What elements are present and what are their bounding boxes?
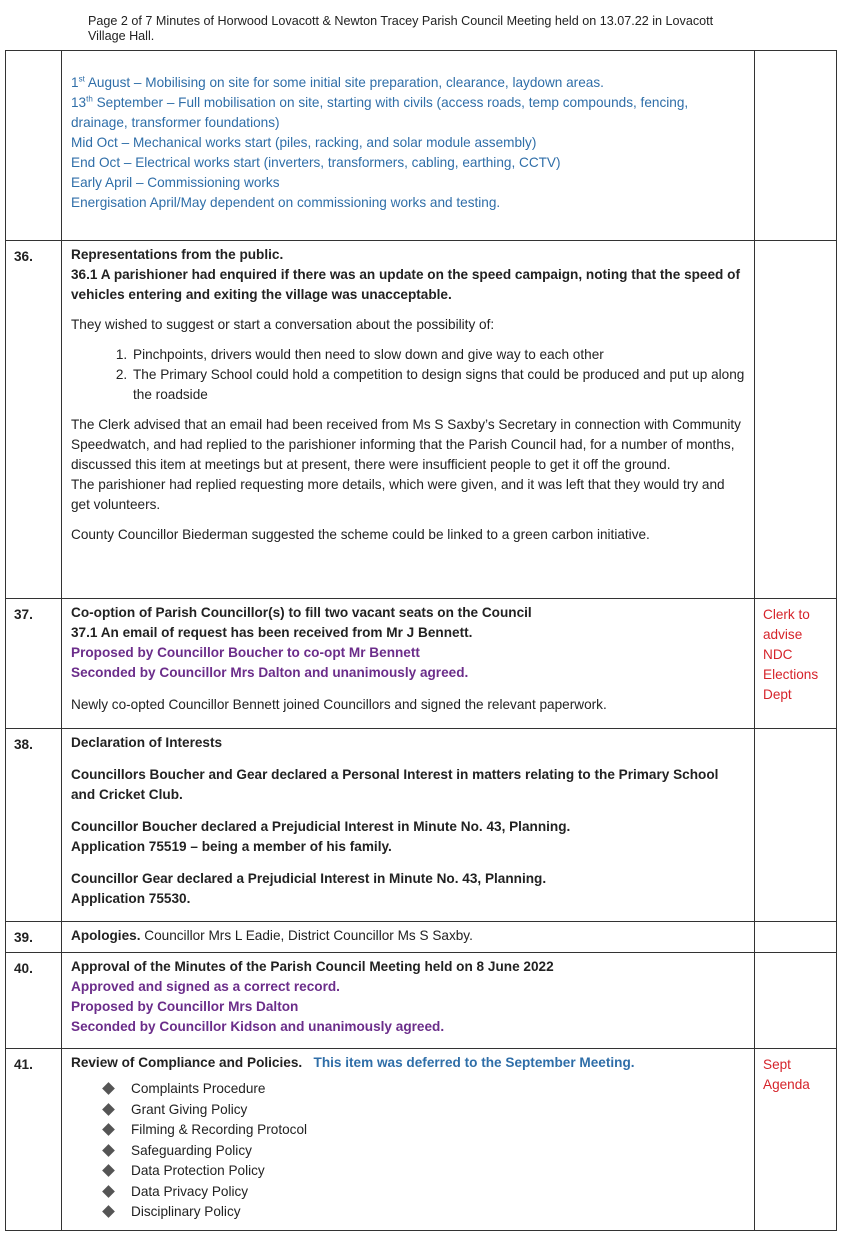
paragraph: Application 75519 – being a member of his family. [71,839,392,854]
item-title: Representations from the public. [71,247,284,262]
action-note: Sept Agenda [755,1049,837,1231]
table-row-continuation [6,51,837,241]
suggestion-list [71,345,746,405]
list-item: Disciplinary Policy [101,1202,746,1223]
item-number: 36. [6,241,62,599]
item-number: 41. [6,1049,62,1231]
item-title: Approval of the Minutes of the Parish Council Meeting held on 8 June 2022 [71,959,554,974]
list-item: Filming & Recording Protocol [101,1120,746,1141]
table-row-item-36 [6,241,837,599]
list-item: Data Privacy Policy [101,1182,746,1203]
item-number: 38. [6,729,62,922]
header-line-1: Page 2 of 7 Minutes of Horwood Lovacott & Newton Tracey Parish Council Meeting held on 13.07.22 in Lovacott [88,14,714,28]
diamond-bullet-icon [102,1123,115,1136]
schedule-line: 13th September – Full mobilisation on site, starting with civils (access roads, temp compounds, fencing, drainage, transformer foundations) [71,94,689,130]
list-item: 1. Pinchpoints, drivers would then need to slow down and give way to each other [131,345,746,365]
schedule-line: End Oct – Electrical works start (inverters, transformers, cabling, earthing, CCTV) [71,155,561,170]
schedule-line: Energisation April/May dependent on commissioning works and testing. [71,195,501,210]
paragraph: They wished to suggest or start a conversation about the possibility of: [71,317,495,332]
schedule-line: Early April – Commissioning works [71,175,280,190]
proposed-line: Proposed by Councillor Boucher to co-opt Mr Bennett [71,645,420,660]
action-note: Clerk to advise NDC Elections Dept [755,599,837,729]
paragraph: County Councillor Biederman suggested the scheme could be linked to a green carbon initiative. [71,527,650,542]
item-number: 40. [6,953,62,1049]
item-subtitle: 37.1 An email of request has been received from Mr J Bennett. [71,625,473,640]
diamond-bullet-icon [102,1164,115,1177]
item-title: Co-option of Parish Councillor(s) to fill two vacant seats on the Council [71,605,532,620]
list-item: Grant Giving Policy [101,1100,746,1121]
list-item: Safeguarding Policy [101,1141,746,1162]
table-row-item-40 [6,953,837,1049]
table-row-item-41 [6,1049,837,1231]
schedule-text [62,51,755,241]
item-number: 39. [6,922,62,953]
apologies-line: Apologies. Councillor Mrs L Eadie, District Councillor Ms S Saxby. [71,928,473,943]
proposed-line: Proposed by Councillor Mrs Dalton [71,999,299,1014]
item-heading: Review of Compliance and Policies. This item was deferred to the September Meeting. [71,1055,635,1070]
diamond-bullet-icon [102,1082,115,1095]
list-item: Data Protection Policy [101,1161,746,1182]
paragraph: Councillors Boucher and Gear declared a Personal Interest in matters relating to the Primary School and Cricket Club. [71,767,719,802]
table-row-item-38 [6,729,837,922]
item-subtitle: 36.1 A parishioner had enquired if there was an update on the speed campaign, noting that the speed of vehicles entering and exiting the village was unacceptable. [71,267,740,302]
paragraph: Newly co-opted Councillor Bennett joined Councillors and signed the relevant paperwork. [71,697,607,712]
schedule-line: 1st August – Mobilising on site for some initial site preparation, clearance, laydown areas. [71,74,604,90]
paragraph: The Clerk advised that an email had been received from Ms S Saxby’s Secretary in connection with Community Speedwatch, and had replied to the parishioner informing that the Parish Council had, for a number of months, discussed this item at meetings but at present, there were insufficient people to get it off the ground. [71,417,741,472]
policy-list [71,1079,746,1223]
page-header [88,14,788,44]
table-row-item-39 [6,922,837,953]
schedule-line: Mid Oct – Mechanical works start (piles, racking, and solar module assembly) [71,135,537,150]
item-title: Declaration of Interests [71,735,223,750]
paragraph: The parishioner had replied requesting more details, which were given, and it was left that they would try and get volunteers. [71,477,725,512]
seconded-line: Seconded by Councillor Mrs Dalton and unanimously agreed. [71,665,469,680]
paragraph: Councillor Boucher declared a Prejudicial Interest in Minute No. 43, Planning. [71,819,571,834]
paragraph: Councillor Gear declared a Prejudicial Interest in Minute No. 43, Planning. [71,871,547,886]
header-line-2: Village Hall. [88,29,155,43]
approved-line: Approved and signed as a correct record. [71,979,340,994]
diamond-bullet-icon [102,1103,115,1116]
list-item: Complaints Procedure [101,1079,746,1100]
minutes-table [5,50,837,1231]
paragraph: Application 75530. [71,891,191,906]
diamond-bullet-icon [102,1205,115,1218]
list-item: 2. The Primary School could hold a competition to design signs that could be produced and put up along the roadside [131,365,746,405]
diamond-bullet-icon [102,1144,115,1157]
diamond-bullet-icon [102,1185,115,1198]
seconded-line: Seconded by Councillor Kidson and unanimously agreed. [71,1019,445,1034]
table-row-item-37 [6,599,837,729]
item-number: 37. [6,599,62,729]
